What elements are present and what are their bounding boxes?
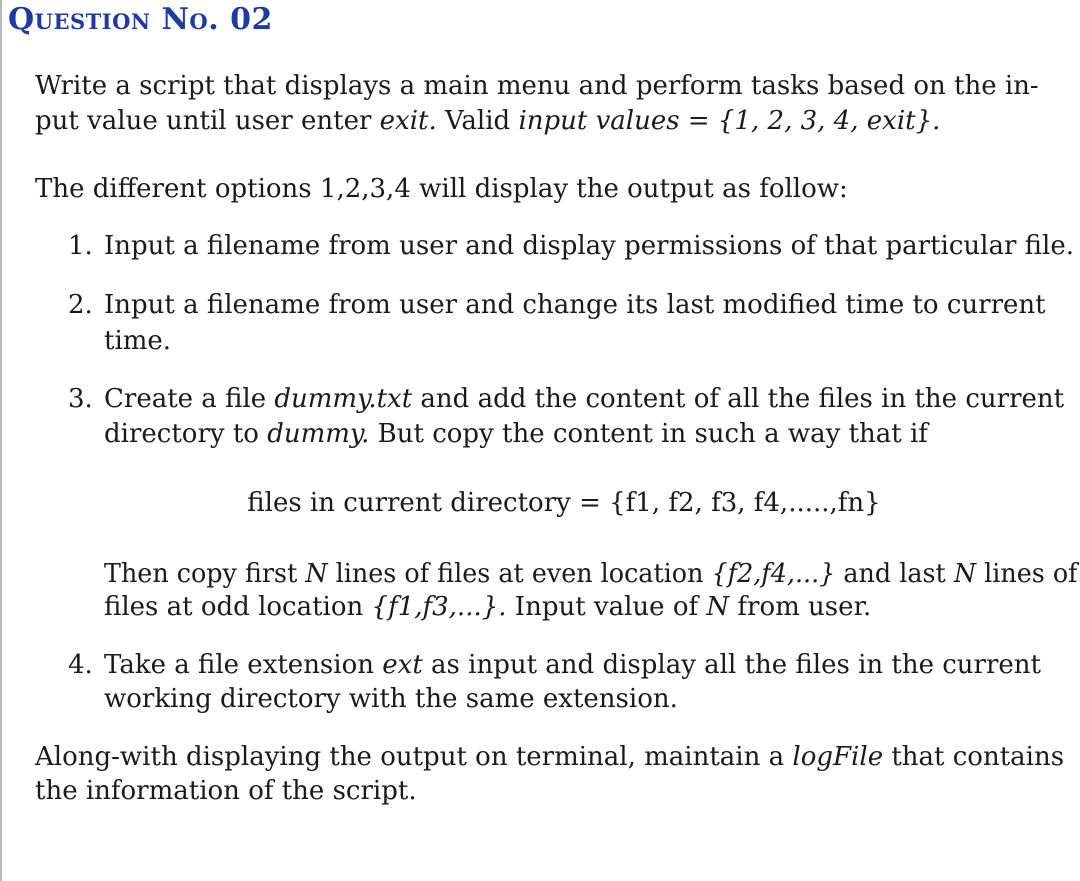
item-4-line-1 (104, 652, 1041, 678)
item-4-text-1a: Take a file extension (104, 650, 383, 680)
item-3-then-text-1b: lines of files at even location (327, 559, 712, 589)
item-2-number: 2. (68, 290, 93, 320)
item-3-then-text-2b: Input value of (506, 592, 707, 622)
intro-line-1 (35, 71, 1039, 101)
intro-text-2b: Valid (436, 106, 519, 136)
item-4-ext-term: ext (382, 650, 423, 680)
item-3-then-line-1 (104, 561, 1078, 587)
item-3-line-2 (104, 421, 928, 447)
item-3-number: 3. (68, 384, 93, 414)
intro-set-close: }. (915, 106, 941, 136)
item-1-line-1: Input a filename from user and display permissions of that particular file. (104, 231, 1074, 261)
intro-exit-term: exit. (379, 106, 437, 136)
item-3-n-var-1: N (305, 559, 328, 589)
item-3-dummy-file: dummy.txt (274, 384, 413, 414)
item-3-text-1b: and add the content of all the files in the current (412, 384, 1065, 414)
outro-logfile-term: logFile (792, 742, 884, 772)
intro-line-2 (35, 108, 940, 134)
item-3-then-text-1a: Then copy first (104, 559, 306, 589)
outro-text-1b: that contains (883, 742, 1065, 772)
item-3-n-var-3: N (706, 592, 730, 622)
item-4-number: 4. (68, 650, 93, 680)
item-3-dummy-term: dummy. (267, 419, 370, 449)
item-4-text-1b: as input and display all the files in the current (422, 650, 1041, 680)
item-3-then-line-2 (104, 594, 871, 620)
item-3-then-text-2c: from user. (729, 592, 872, 622)
outro-text-1a: Along-with displaying the output on terminal, maintain a (35, 742, 793, 772)
item-3-then-text-1c: and last (835, 559, 954, 589)
item-3-text-1a: Create a file (104, 384, 275, 414)
item-2-line-1: Input a filename from user and change its last modified time to current (104, 290, 1046, 320)
intro-text-1: Write a script that displays a main menu and perform tasks based on the in- (35, 71, 1039, 101)
item-1-number: 1. (68, 231, 93, 261)
intro-input-values-term: input values (518, 106, 680, 136)
item-3-even-set: {f2,f4,...} (711, 559, 836, 589)
item-3-formula: files in current directory = {f1, f2, f3, f4,.....,fn} (247, 488, 881, 518)
intro-text-2a: put value until user enter (35, 106, 380, 136)
options-intro: The different options 1,2,3,4 will display the output as follow: (35, 174, 848, 204)
outro-line-2: the information of the script. (35, 776, 417, 806)
item-4-line-2: working directory with the same extension. (104, 684, 678, 714)
item-3-then-text-1d: lines of (976, 559, 1078, 589)
item-3-odd-set: {f1,f3,...}. (371, 592, 507, 622)
item-3-n-var-2: N (953, 559, 977, 589)
item-2-line-2: time. (104, 326, 172, 356)
item-3-text-2b: But copy the content in such a way that if (369, 419, 928, 449)
item-3-text-2a: directory to (104, 419, 268, 449)
item-3-line-1 (104, 386, 1064, 412)
left-margin-rule (0, 0, 2, 881)
item-3-then-text-2a: files at odd location (104, 592, 372, 622)
intro-exit-value: exit (866, 106, 916, 136)
question-heading: Question No. 02 (8, 2, 273, 37)
intro-values-set: = {1, 2, 3, 4, (679, 106, 867, 136)
outro-line-1 (35, 744, 1064, 770)
